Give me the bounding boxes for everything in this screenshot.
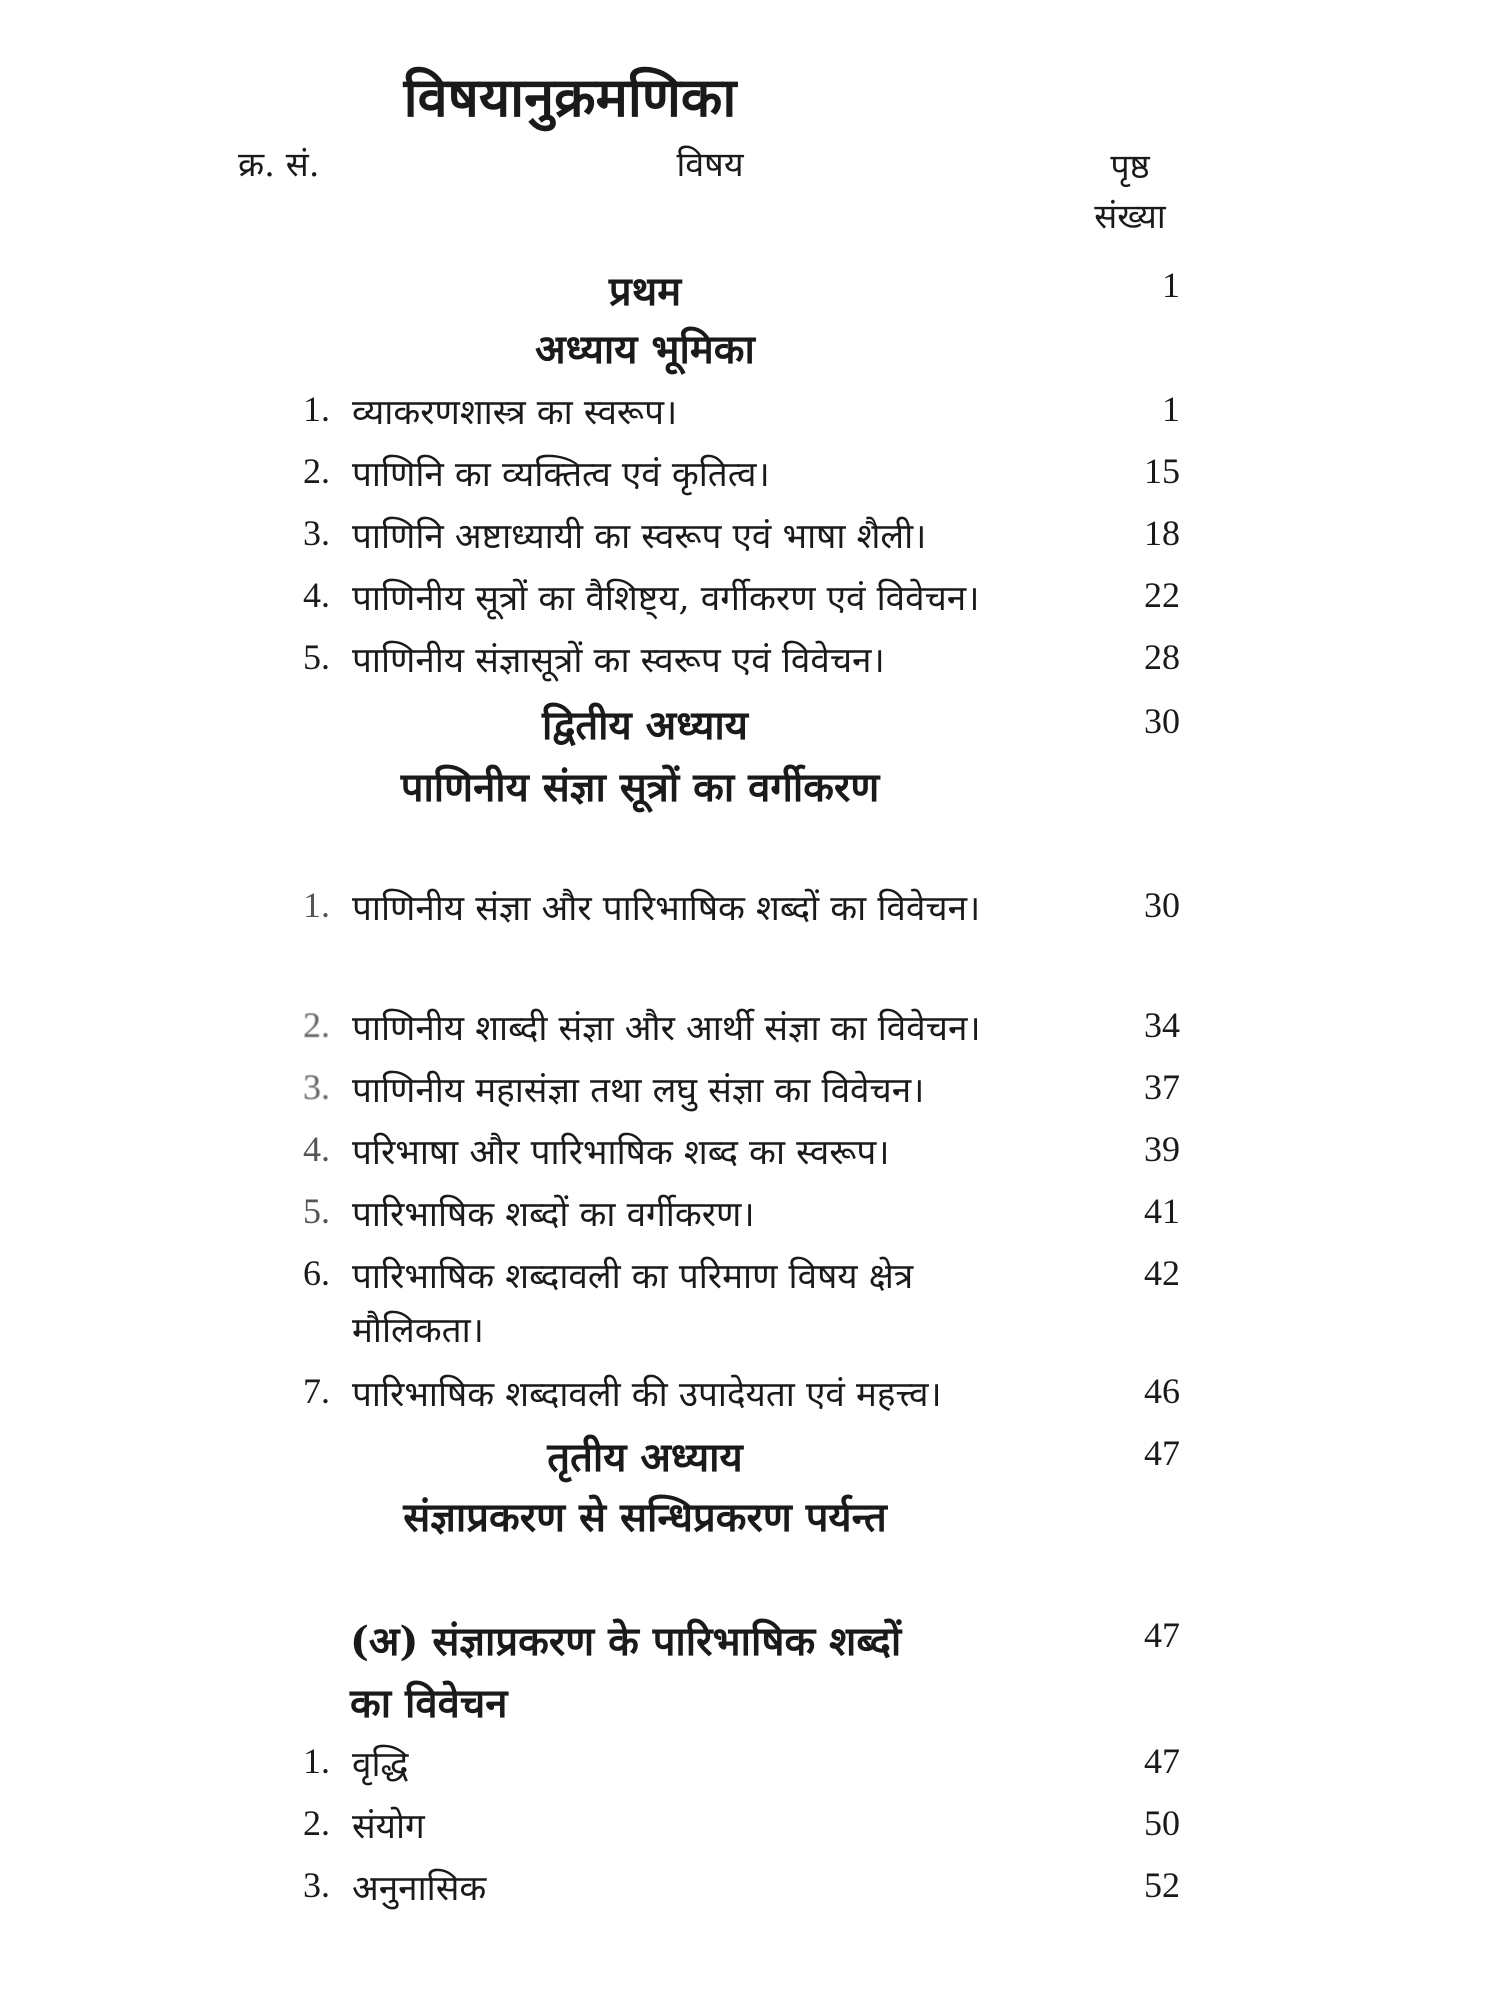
list-item-page: 15 [1144,451,1180,491]
chapter3-heading-line2: संज्ञाप्रकरण से सन्धिप्रकरण पर्यन्त [403,1494,887,1541]
list-item-serial: 3. [303,1067,330,1107]
list-item-page: 30 [1144,885,1180,925]
column-header-serial: क्र. सं. [238,145,320,185]
list-item-serial: 3. [303,1865,330,1905]
chapter3-heading-line1: तृतीय अध्याय [547,1434,743,1481]
list-item-text: वृद्धि [352,1745,409,1785]
list-item-page: 52 [1144,1865,1180,1905]
list-item-page: 50 [1144,1803,1180,1843]
list-item-page: 47 [1144,1741,1180,1781]
list-item-serial: 3. [303,513,330,553]
list-item-text: पारिभाषिक शब्दावली की उपादेयता एवं महत्त्व। [352,1375,942,1415]
list-item-page: 1 [1162,389,1180,429]
chapter2-heading-line1: द्वितीय अध्याय [541,702,748,749]
chapter1-page: 1 [1162,265,1180,305]
column-header-page-line1: पृष्ठ [1110,147,1150,187]
list-item-text: पाणिनि का व्यक्तित्व एवं कृतित्व। [352,455,770,495]
list-item-page: 28 [1144,637,1180,677]
chapter1-heading-line2: अध्याय भूमिका [535,326,755,373]
list-item-text: संयोग [352,1807,425,1847]
list-item-page: 37 [1144,1067,1180,1107]
list-item-serial: 1. [303,1741,330,1781]
section-heading-line1: (अ) संज्ञाप्रकरण के पारिभाषिक शब्दों [350,1618,902,1665]
list-item-page: 46 [1144,1371,1180,1411]
column-header-subject: विषय [676,145,744,185]
list-item-text: पाणिनीय शाब्दी संज्ञा और आर्थी संज्ञा का विवेचन। [352,1009,981,1049]
list-item-page: 42 [1144,1253,1180,1293]
chapter2-page: 30 [1144,701,1180,741]
list-item-page: 22 [1144,575,1180,615]
list-item-text: पाणिनि अष्टाध्यायी का स्वरूप एवं भाषा शैली। [352,517,927,557]
list-item-serial: 1. [303,885,330,925]
list-item-text-continued: मौलिकता। [352,1311,484,1351]
list-item-text: पाणिनीय संज्ञासूत्रों का स्वरूप एवं विवेचन। [352,641,885,681]
list-item-serial: 2. [303,1803,330,1843]
list-item-serial: 5. [303,1191,330,1231]
list-item-text: अनुनासिक [352,1869,487,1909]
list-item-text: पाणिनीय महासंज्ञा तथा लघु संज्ञा का विवेचन। [352,1071,925,1111]
chapter1-heading-line1: प्रथम [608,268,682,315]
column-header-page-line2: संख्या [1094,197,1166,237]
list-item-serial: 1. [303,389,330,429]
list-item-text: परिभाषा और पारिभाषिक शब्द का स्वरूप। [352,1133,890,1173]
list-item-text: पारिभाषिक शब्दावली का परिमाण विषय क्षेत्र [352,1257,914,1297]
section-heading-line2: का विवेचन [350,1680,508,1727]
column-header-page [1080,142,1180,242]
list-item-serial: 4. [303,1129,330,1169]
list-item-serial: 6. [303,1253,330,1293]
chapter2-heading-line2: पाणिनीय संज्ञा सूत्रों का वर्गीकरण [400,764,880,811]
list-item-text: व्याकरणशास्त्र का स्वरूप। [352,393,678,433]
list-item-page: 18 [1144,513,1180,553]
list-item-serial: 2. [303,1005,330,1045]
list-item-page: 34 [1144,1005,1180,1045]
list-item-serial: 5. [303,637,330,677]
list-item-serial: 4. [303,575,330,615]
list-item-text: पाणिनीय सूत्रों का वैशिष्ट्य, वर्गीकरण एवं विवेचन। [352,579,980,619]
list-item-serial: 2. [303,451,330,491]
list-item-text: पारिभाषिक शब्दों का वर्गीकरण। [352,1195,755,1235]
list-item-page: 39 [1144,1129,1180,1169]
page-title: विषयानुक्रमणिका [403,65,737,129]
chapter3-page: 47 [1144,1433,1180,1473]
section-page: 47 [1144,1615,1180,1655]
list-item-text: पाणिनीय संज्ञा और पारिभाषिक शब्दों का विवेचन। [352,889,981,929]
list-item-serial: 7. [303,1371,330,1411]
list-item-page: 41 [1144,1191,1180,1231]
